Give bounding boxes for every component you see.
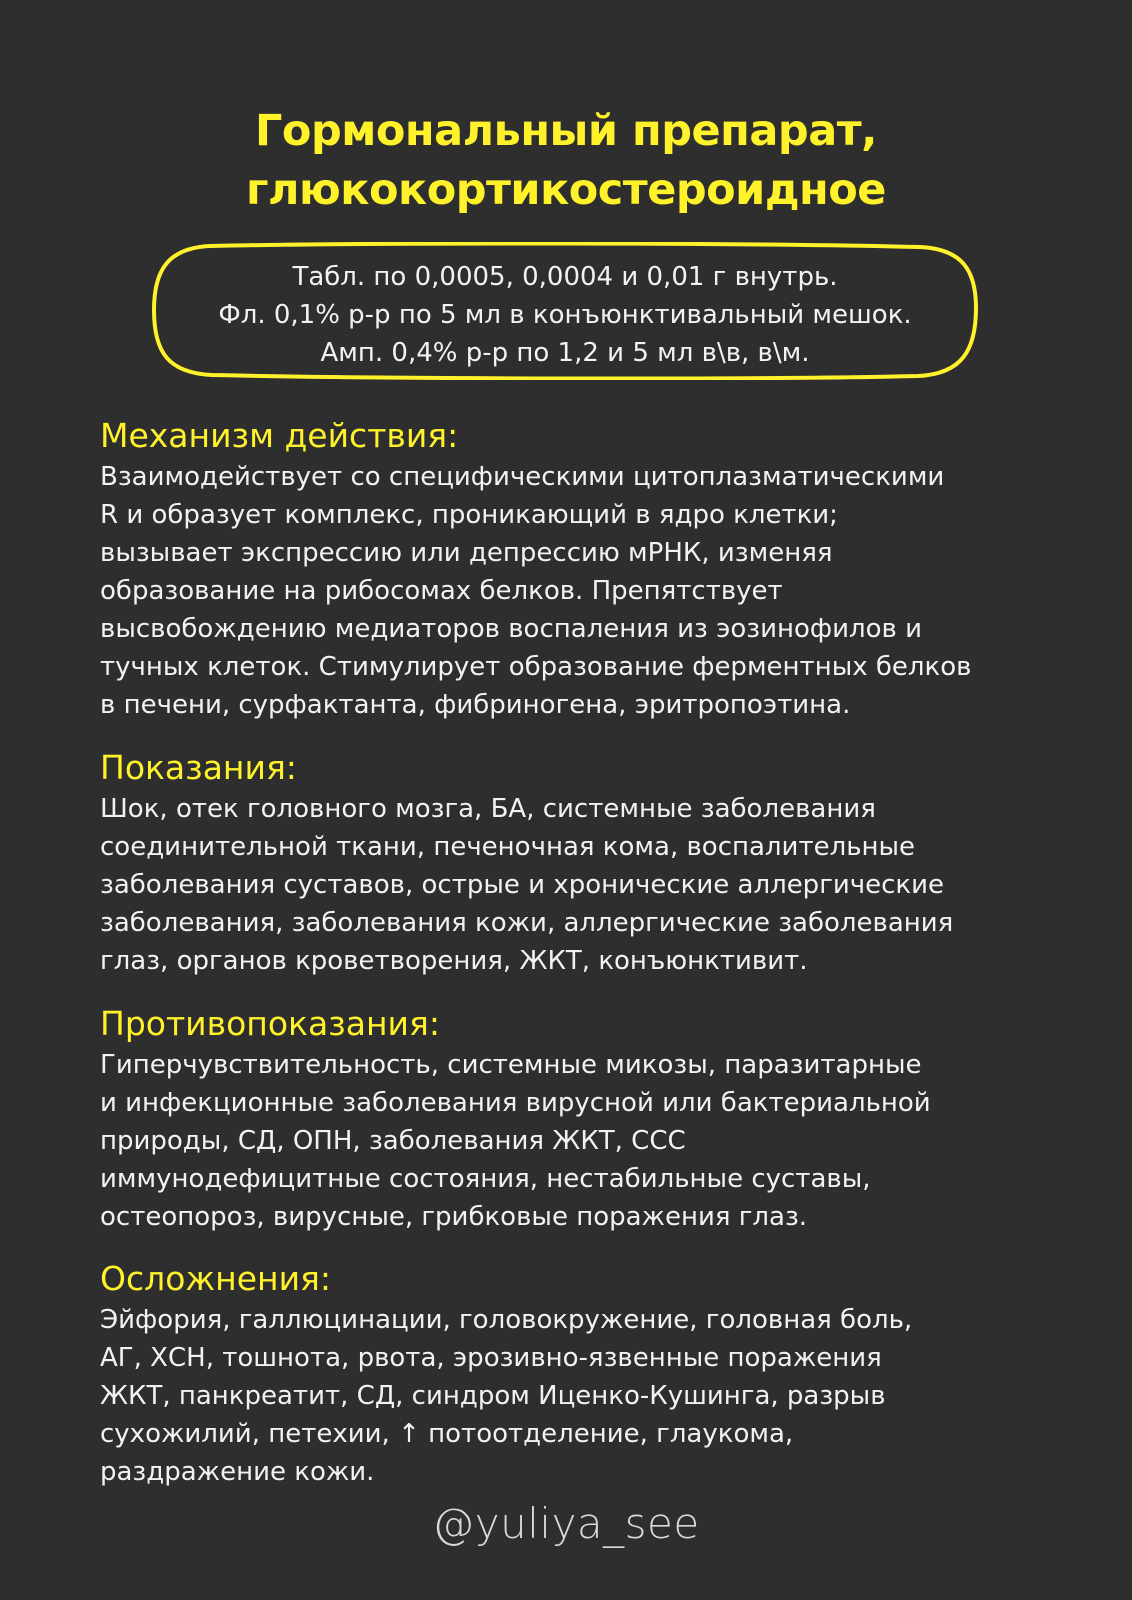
body-line: заболевания суставов, острые и хронические аллергические: [100, 870, 944, 900]
body-line: и инфекционные заболевания вирусной или бактериальной: [100, 1088, 931, 1118]
section-heading-indications: Показания:: [100, 748, 297, 787]
body-line: образование на рибосомах белков. Препятствует: [100, 576, 783, 606]
body-line: иммунодефицитные состояния, нестабильные суставы,: [100, 1164, 871, 1194]
release-form-line: Фл. 0,1% р-р по 5 мл в конъюнктивальный мешок.: [218, 300, 912, 330]
author-handle: @yuliya_see: [432, 1499, 700, 1548]
section-heading-mechanism: Механизм действия:: [100, 416, 459, 455]
body-line: природы, СД, ОПН, заболевания ЖКТ, ССС: [100, 1126, 686, 1156]
section-mechanism: [100, 416, 1110, 724]
section-contraindications: [100, 1004, 1110, 1236]
body-line: сухожилий, петехии, ↑ потоотделение, глаукома,: [100, 1419, 794, 1449]
section-heading-contraindications: Противопоказания:: [100, 1004, 440, 1043]
release-form-line: Табл. по 0,0005, 0,0004 и 0,01 г внутрь.: [292, 262, 838, 292]
page-title: [0, 102, 1132, 220]
section-body-contraindications: [100, 1046, 1110, 1236]
body-line: Шок, отек головного мозга, БА, системные заболевания: [100, 794, 876, 824]
section-indications: [100, 748, 1110, 980]
body-line: Взаимодействует со специфическими цитоплазматическими: [100, 462, 945, 492]
section-body-indications: [100, 790, 1110, 980]
body-line: вызывает экспрессию или депрессию мРНК, изменяя: [100, 538, 833, 568]
body-line: в печени, сурфактанта, фибриногена, эритропоэтина.: [100, 690, 851, 720]
section-body-complications: [100, 1301, 1110, 1491]
body-line: ЖКТ, панкреатит, СД, синдром Иценко-Кушинга, разрыв: [100, 1381, 886, 1411]
section-complications: [100, 1259, 1110, 1491]
body-line: высвобождению медиаторов воспаления из эозинофилов и: [100, 614, 923, 644]
body-line: Гиперчувствительность, системные микозы, паразитарные: [100, 1050, 922, 1080]
body-line: заболевания, заболевания кожи, аллергические заболевания: [100, 908, 954, 938]
release-form-line: Амп. 0,4% р-р по 1,2 и 5 мл в\в, в\м.: [320, 338, 810, 368]
body-line: соединительной ткани, печеночная кома, воспалительные: [100, 832, 916, 862]
body-line: остеопороз, вирусные, грибковые поражения глаз.: [100, 1202, 808, 1232]
body-line: раздражение кожи.: [100, 1457, 375, 1487]
release-forms-text: [150, 258, 980, 372]
body-line: Эйфория, галлюцинации, головокружение, головная боль,: [100, 1305, 913, 1335]
body-line: глаз, органов кроветворения, ЖКТ, конъюнктивит.: [100, 946, 808, 976]
body-line: тучных клеток. Стимулирует образование ферментных белков: [100, 652, 972, 682]
release-forms-box: [150, 242, 980, 380]
body-line: АГ, ХСН, тошнота, рвота, эрозивно-язвенные поражения: [100, 1343, 882, 1373]
title-line: глюкокортикостероидное: [246, 165, 886, 215]
section-heading-complications: Осложнения:: [100, 1259, 331, 1298]
title-line: Гормональный препарат,: [255, 106, 877, 156]
body-line: R и образует комплекс, проникающий в ядро клетки;: [100, 500, 838, 530]
section-body-mechanism: [100, 458, 1110, 724]
